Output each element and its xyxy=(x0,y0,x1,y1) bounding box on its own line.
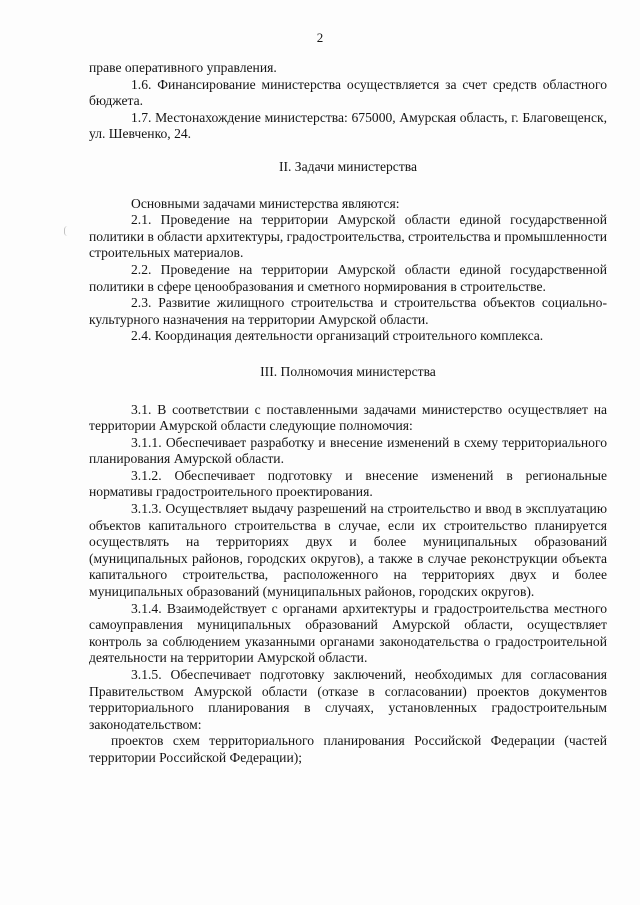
paragraph-1-6: 1.6. Финансирование министерства осуществляется за счет средств областного бюджета. xyxy=(89,76,607,109)
paragraph-2-1: 2.1. Проведение на территории Амурской области единой государственной политики в области архитектуры, градостроительства, строительства и промышленности строительных материалов. xyxy=(89,212,608,261)
paragraph-1-7: 1.7. Местонахождение министерства: 675000, Амурская область, г. Благовещенск, ул. Шевченко, 24. xyxy=(89,109,607,142)
paragraph-3-1-1: 3.1.1. Обеспечивает разработку и внесение изменений в схему территориального планирования Амурской области. xyxy=(89,434,607,467)
list-item-projects: проектов схем территориального планирования Российской Федерации (частей территории Российской Федерации); xyxy=(89,733,607,765)
document-body xyxy=(89,60,607,767)
section3-heading: III. Полномочия министерства xyxy=(260,363,436,379)
section1-continuation: праве оперативного управления. xyxy=(89,60,277,75)
paragraph-2-2: 2.2. Проведение на территории Амурской области единой государственной политики в сфере ценообразования и сметного нормирования в строительстве. xyxy=(89,261,607,294)
paragraph-3-1-5: 3.1.5. Обеспечивает подготовку заключений, необходимых для согласования Правительством Амурской области (отказе в согласовании) проектов документов территориального планирования в случаях, установленных градостроительным законодательством: xyxy=(89,667,607,732)
paragraph-3-1-2: 3.1.2. Обеспечивает подготовку и внесение изменений в региональные нормативы градостроительного проектирования. xyxy=(89,467,607,500)
page-number: 2 xyxy=(316,30,324,45)
paragraph-2-4: 2.4. Координация деятельности организаций строительного комплекса. xyxy=(131,328,544,344)
paragraph-3-1: 3.1. В соответствии с поставленными задачами министерство осуществляет на территории Амурской области следующие полномочия: xyxy=(89,401,607,434)
scan-edge-mark xyxy=(64,226,71,236)
paragraph-2-3: 2.3. Развитие жилищного строительства и строительства объектов социально-культурного назначения на территории Амурской области. xyxy=(89,295,607,327)
section2-heading: II. Задачи министерства xyxy=(278,158,418,174)
section2-intro: Основными задачами министерства являются: xyxy=(131,195,400,211)
paragraph-3-1-3: 3.1.3. Осуществляет выдачу разрешений на строительство и ввод в эксплуатацию объектов капитального строительства в случае, если их строительство планируется осуществлять на территориях двух и более муниципальных образований (муниципальных районов, городских округов), а также в случае реконструкции объекта капитального строительства, расположенного на территориях двух и более муниципальных образований (муниципальных районов, городских округов). xyxy=(89,501,607,600)
paragraph-3-1-4: 3.1.4. Взаимодействует с органами архитектуры и градостроительства местного самоуправления муниципальных образований Амурской области, осуществляет контроль за соблюдением указанными органами законодательства о градостроительной деятельности на территории Амурской области. xyxy=(89,600,607,666)
